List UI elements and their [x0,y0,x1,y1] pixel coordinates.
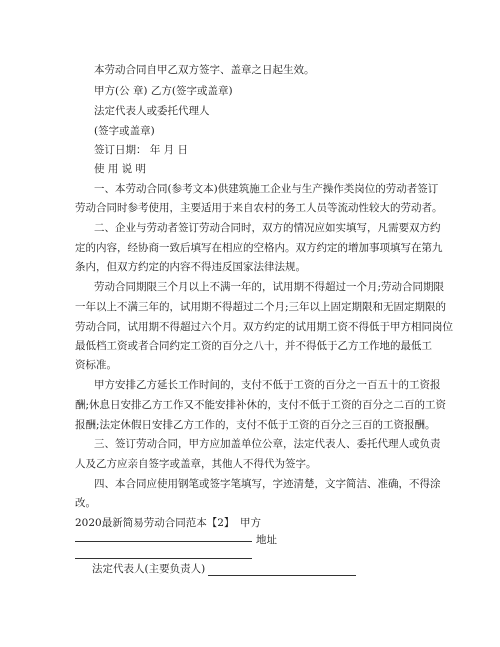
paragraph-4-line-1: 甲方安排乙方延长工作时间的，支付不低于工资的百分之一百五十的工资报 [94,379,441,391]
effective-clause: 本劳动合同自甲乙双方签字、盖章之日起生效。 [94,64,315,76]
paragraph-3-line-2: 一年以上不满三年的，试用期不得超过二个月;三年以上固定期限和无固定期限的 [75,301,447,313]
party-a-label: 甲方 [240,517,261,529]
paragraph-6-line-1: 四、本合同应使用钢笔或签字笔填写，字迹清楚，文字简洁、准确，不得涂 [94,478,441,490]
party-a-blank-line [75,541,252,542]
address-label: 地址 [256,534,277,546]
paragraph-1-line-1: 一、本劳动合同(参考文本)供建筑施工企业与生产操作类岗位的劳动者签订 [94,183,439,195]
party-a-seal-line: 甲方(公 章) 乙方(签字或盖章) [94,85,233,97]
paragraph-4-line-3: 报酬;法定休假日安排乙方工作的，支付不低于工资的百分之三百的工资报酬。 [75,419,436,431]
template-title: 2020最新简易劳动合同范本【2】 [75,517,235,529]
sign-or-seal-line: (签字或盖章) [94,125,155,137]
paragraph-6-line-2: 改。 [75,497,96,509]
paragraph-3-line-1: 劳动合同期限三个月以上不满一年的，试用期不得超过一个月;劳动合同期限 [94,281,445,293]
paragraph-3-line-3: 劳动合同，试用期不得超过六个月。双方约定的试用期工资不得低于甲方相同岗位 [75,321,453,333]
signing-date-line: 签订日期： 年 月 日 [94,144,189,156]
paragraph-3-line-4: 最低档工资或者合同约定工资的百分之八十，并不得低于乙方工作地的最低工 [75,340,432,352]
paragraph-5-line-1: 三、签订劳动合同，甲方应加盖单位公章，法定代表人、委托代理人或负责 [94,438,441,450]
legal-rep-label: 法定代表人(主要负责人) [92,563,206,575]
address-blank-line [75,558,252,559]
paragraph-3-line-5: 资标准。 [75,359,117,371]
legal-rep-blank-line [208,575,356,576]
paragraph-2-line-1: 二、企业与劳动者签订劳动合同时，双方的情况应如实填写，凡需要双方约 [94,222,441,234]
paragraph-2-line-3: 条内，但双方约定的内容不得违反国家法律法规。 [75,261,306,273]
paragraph-1-line-2: 劳动合同时参考使用，主要适用于来自农村的务工人员等流动性较大的劳动者。 [75,202,443,214]
legal-representative-line: 法定代表人或委托代理人 [94,105,210,117]
instructions-heading: 使 用 说 明 [94,163,147,175]
paragraph-5-line-2: 人及乙方应亲自签字或盖章，其他人不得代为签字。 [75,458,317,470]
paragraph-4-line-2: 酬;休息日安排乙方工作又不能安排补休的，支付不低于工资的百分之二百的工资 [75,399,447,411]
paragraph-2-line-2: 定的内容，经协商一致后填写在相应的空格内。双方约定的增加事项填写在第九 [75,242,443,254]
